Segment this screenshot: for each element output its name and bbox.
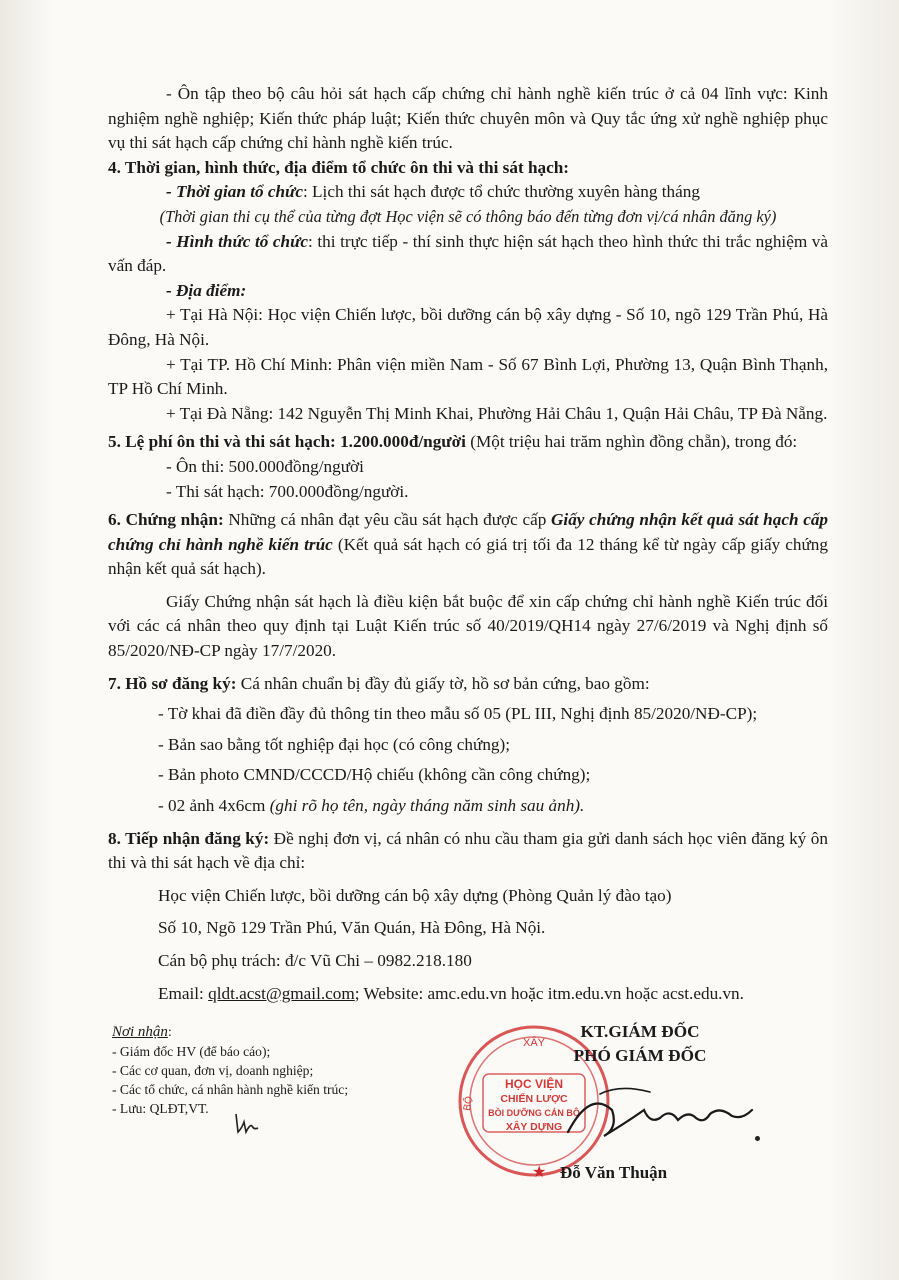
dossier-item-2: - Bản sao bằng tốt nghiệp đại học (có công chứng); (158, 734, 511, 754)
section4-time-note: (Thời gian thi cụ thể của từng đợt Học viện sẽ có thông báo đến từng đơn vị/cá nhân đăng ký) (159, 206, 777, 226)
registration-heading: 8. Tiếp nhận đăng ký: (108, 828, 270, 848)
dossier-item-4 (108, 794, 828, 819)
form-text: : thi trực tiếp - thí sinh thực hiện sát hạch theo hình thức thi trắc nghiệm và vấn đáp. (108, 231, 829, 276)
time-label: - Thời gian tổ chức (166, 182, 303, 202)
signature-block (520, 1020, 760, 1068)
dossier-heading: 7. Hồ sơ đăng ký: (108, 673, 237, 693)
seal-side-text: BỘ (461, 1095, 476, 1112)
dossier-item-1: - Tờ khai đã điền đầy đủ thông tin theo mẫu số 05 (PL III, Nghị định 85/2020/NĐ-CP); (158, 704, 758, 724)
recipients-colon: : (167, 1024, 172, 1039)
recipients-title: Nơi nhận (112, 1024, 168, 1040)
section4-form (108, 230, 828, 279)
place-danang: + Tại Đà Nẵng: 142 Nguyễn Thị Minh Khai, Phường Hải Châu 1, Quận Hải Châu, TP Đà Nẵng. (166, 403, 828, 423)
place-hanoi: + Tại Hà Nội: Học viện Chiến lược, bồi dưỡng cán bộ xây dựng - Số 10, ngõ 129 Trần Phú, Hà Đông, Hà Nội. (108, 305, 828, 349)
seal-line-1: HỌC VIỆN (504, 1077, 564, 1091)
email-link[interactable]: qldt.acst@gmail.com (208, 983, 355, 1003)
seal-line-3: BỒI DƯỠNG CÁN BỘ (488, 1108, 580, 1118)
document-body (108, 82, 828, 1006)
photo-text: - 02 ảnh 4x6cm (158, 796, 270, 816)
section6-certificate (108, 508, 828, 582)
form-label: - Hình thức tổ chức (166, 231, 309, 251)
section5-heading (108, 430, 828, 455)
archive-initials-signature (232, 1110, 260, 1136)
fee-review: - Ôn thi: 500.000đồng/người (166, 456, 364, 476)
fee-text: (Một triệu hai trăm nghìn đồng chẵn), trong đó: (465, 432, 798, 452)
place-hcm: + Tại TP. Hồ Chí Minh: Phân viện miền Nam - Số 67 Bình Lợi, Phường 13, Quận Bình Thạnh, TP Hồ Chí Minh. (108, 354, 828, 399)
cert-heading: 6. Chứng nhận: (108, 510, 224, 530)
cert-requirement: Giấy Chứng nhận sát hạch là điều kiện bắt buộc để xin cấp chứng chỉ hành nghề Kiến trúc đối với các cá nhân theo quy định tại Luật Kiến trúc số 40/2019/QH14 ngày 27/6/2019 và Nghị định số 85/2020/NĐ-CP ngày 17/7/2020. (108, 591, 828, 661)
recipient-item: - Các tổ chức, cá nhân hành nghề kiến trúc; (112, 1082, 349, 1097)
recipients-block (112, 1022, 442, 1118)
dossier-item-3: - Bản photo CMND/CCCD/Hộ chiếu (không cần công chứng); (158, 765, 591, 785)
photo-note: (ghi rõ họ tên, ngày tháng năm sinh sau ảnh). (269, 796, 585, 816)
cert-name: Giấy chứng nhận kết quả sát hạch cấp chứng chỉ hành nghề kiến trúc (108, 510, 829, 554)
registration-address-2: Số 10, Ngõ 129 Trần Phú, Văn Quán, Hà Đông, Hà Nội. (158, 918, 546, 938)
section4-place-label: - Địa điểm: (166, 280, 247, 300)
seal-top-text: XÂY (522, 1037, 546, 1049)
handwritten-signature (560, 1080, 760, 1150)
cert-text1: Những cá nhân đạt yêu cầu sát hạch được cấp (223, 510, 551, 530)
recipients-title-line (112, 1022, 442, 1042)
time-text: : Lịch thi sát hạch được tổ chức thường xuyên hàng tháng (302, 182, 700, 202)
signature-title-2: PHÓ GIÁM ĐỐC (573, 1046, 707, 1065)
recipient-item: - Các cơ quan, đơn vị, doanh nghiệp; (112, 1063, 314, 1078)
recipient-item: - Lưu: QLĐT,VT. (112, 1101, 209, 1116)
seal-line-4: XÂY DỰNG (505, 1121, 563, 1133)
seal-star-icon: ★ (532, 1164, 547, 1181)
cert-text2: (Kết quả sát hạch có giá trị tối đa 12 tháng kể từ ngày cấp giấy chứng nhận kết quả sát hạch). (108, 534, 828, 579)
recipient-item: - Giám đốc HV (để báo cáo); (112, 1044, 271, 1059)
registration-text: Đề nghị đơn vị, cá nhân có nhu cầu tham gia gửi danh sách học viên đăng ký ôn thi và thi sát hạch về địa chỉ: (108, 828, 828, 873)
section7-dossier (108, 672, 828, 697)
email-label: Email: (158, 983, 209, 1003)
section4-time (108, 180, 828, 205)
registration-email-web (108, 982, 828, 1007)
registration-contact: Cán bộ phụ trách: đ/c Vũ Chi – 0982.218.180 (158, 951, 472, 970)
fee-heading: 5. Lệ phí ôn thi và thi sát hạch: 1.200.000đ/người (108, 432, 466, 452)
ink-dot (755, 1136, 760, 1141)
registration-address-1: Học viện Chiến lược, bồi dưỡng cán bộ xây dựng (Phòng Quản lý đào tạo) (158, 885, 672, 905)
fee-exam: - Thi sát hạch: 700.000đồng/người. (166, 481, 409, 501)
seal-line-2: CHIẾN LƯỢC (500, 1093, 568, 1105)
website-text: ; Website: amc.edu.vn hoặc itm.edu.vn hoặc acst.edu.vn. (354, 983, 744, 1003)
section8-registration (108, 827, 828, 876)
section4-heading: 4. Thời gian, hình thức, địa điểm tổ chức ôn thi và thi sát hạch: (108, 157, 570, 177)
section3-review-item: - Ôn tập theo bộ câu hỏi sát hạch cấp chứng chỉ hành nghề kiến trúc ở cả 04 lĩnh vực: Kinh nghiệm nghề nghiệp; Kiến thức pháp luật; Kiến thức chuyên môn và Quy tắc ứng xử nghề nghiệp phục vụ thi sát hạch cấp chứng chỉ hành nghề kiến trúc. (108, 84, 828, 153)
dossier-text: Cá nhân chuẩn bị đầy đủ giấy tờ, hồ sơ bản cứng, bao gồm: (236, 673, 650, 693)
signer-name: Đỗ Văn Thuận (560, 1163, 668, 1182)
signature-title-1: KT.GIÁM ĐỐC (580, 1022, 700, 1041)
